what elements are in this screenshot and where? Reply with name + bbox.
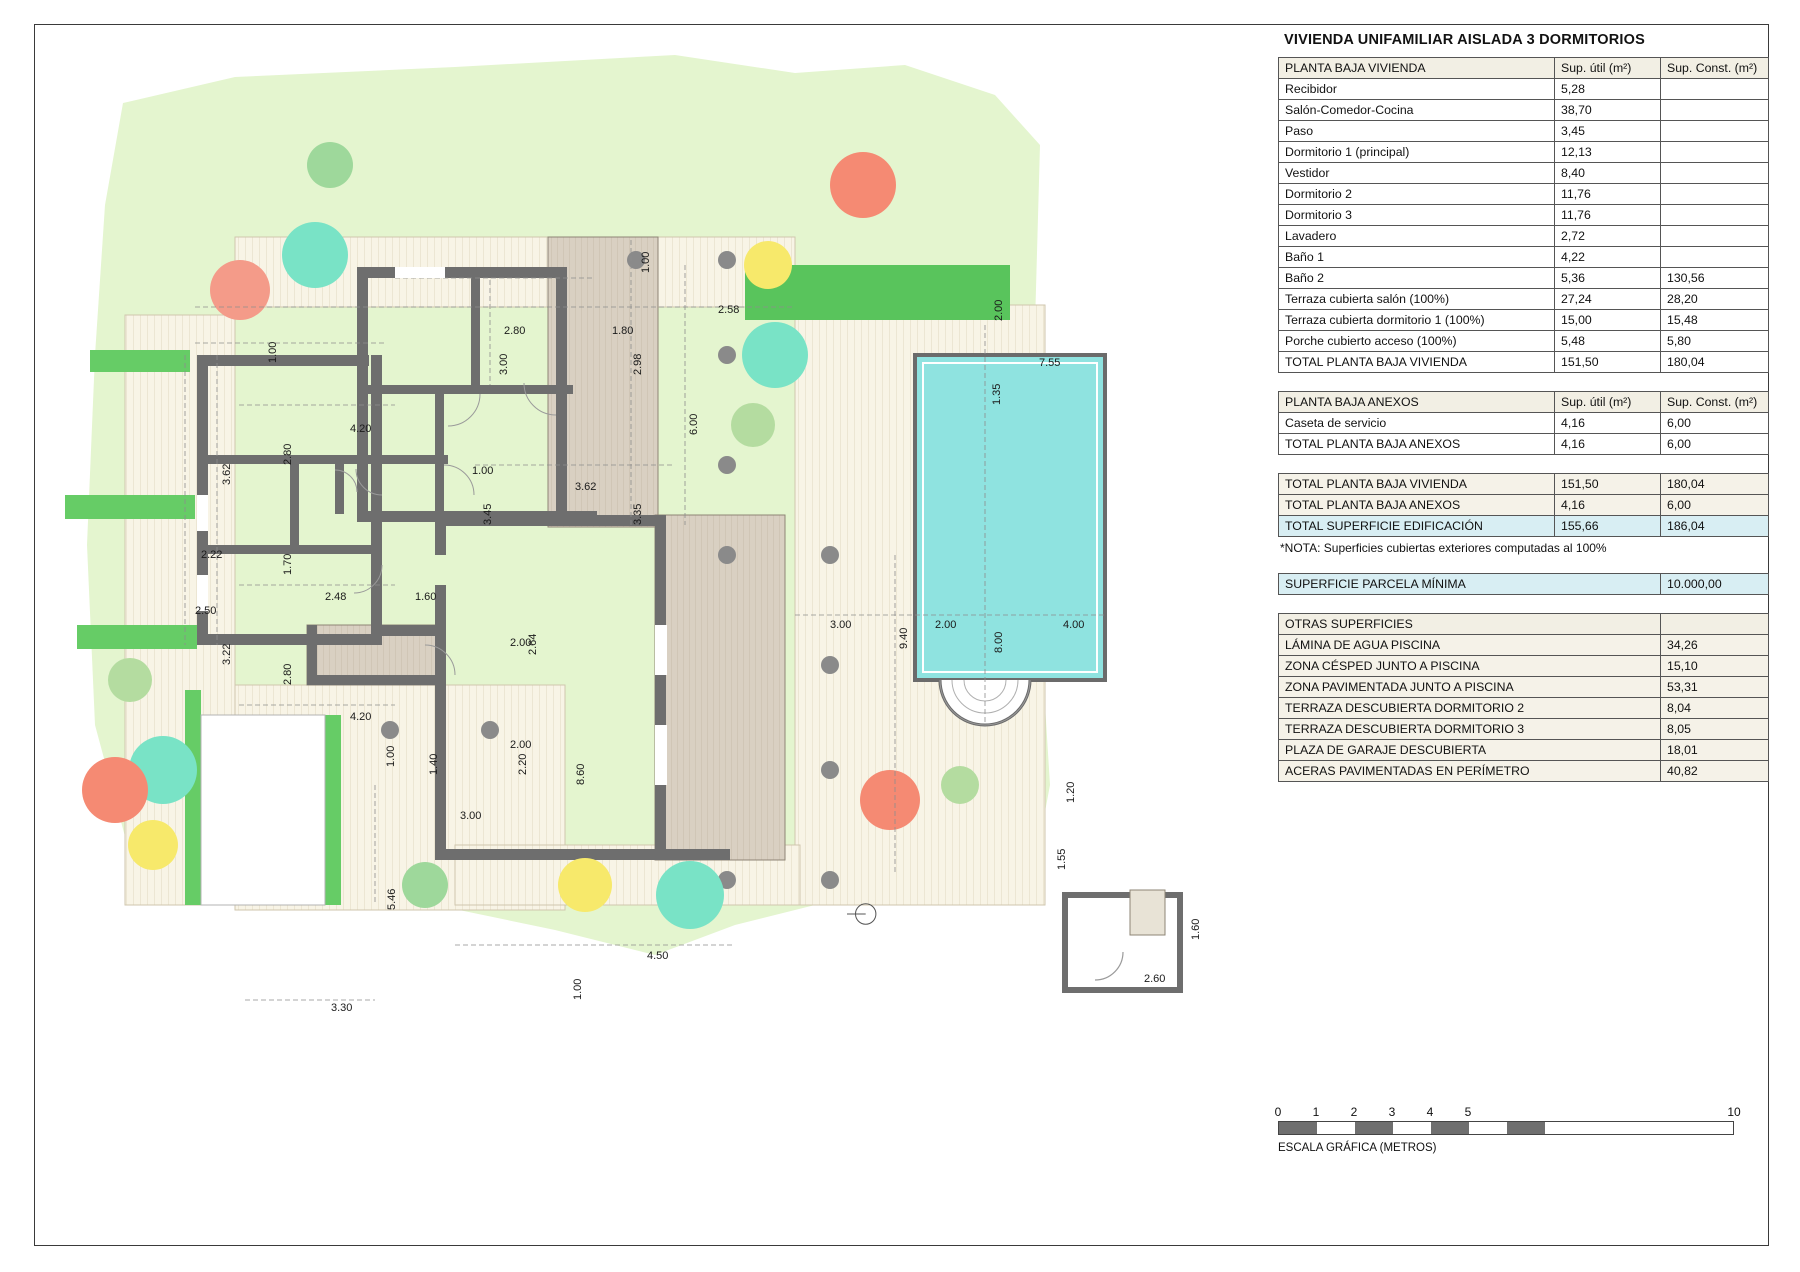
row-label: Salón-Comedor-Cocina [1279,100,1555,121]
table-row [1279,205,1769,226]
dimension-label: 9.40 [898,627,910,649]
row-util: 11,76 [1555,184,1661,205]
dimension-label: 1.00 [572,978,584,1000]
row-label: Caseta de servicio [1279,413,1555,434]
grass-strip-garage-right [325,715,341,905]
row-util: 4,22 [1555,247,1661,268]
dimension-label: 7.55 [1039,357,1061,369]
dimension-label: 3.30 [331,1002,353,1014]
scale-bar [1278,1121,1734,1135]
scale-tick: 10 [1727,1105,1741,1119]
row-const: 28,20 [1661,289,1769,310]
scale-tick-labels [1274,1105,1741,1121]
row-label: TOTAL PLANTA BAJA ANEXOS [1279,495,1555,516]
row-const: 5,80 [1661,331,1769,352]
swimming-pool [915,355,1105,725]
table-superficie-parcela [1278,573,1769,595]
row-label: ZONA CÉSPED JUNTO A PISCINA [1279,656,1661,677]
table-row [1279,635,1769,656]
table-total-row [1279,434,1769,455]
garage-slab [201,715,325,905]
table-row [1279,719,1769,740]
dimension-label: 4.50 [647,950,669,962]
row-util: 3,45 [1555,121,1661,142]
col-header-const: Sup. Const. (m²) [1661,58,1769,79]
row-const [1661,184,1769,205]
row-const [1661,247,1769,268]
row-const: 6,00 [1661,413,1769,434]
dimension-label: 3.00 [460,810,482,822]
table-row [1279,142,1769,163]
covered-terrace-living [655,515,785,860]
row-label: Dormitorio 3 [1279,205,1555,226]
dimension-label: 2.80 [504,325,526,337]
row-util: 4,16 [1555,413,1661,434]
dimension-label: 1.00 [385,745,397,767]
dimension-label: 2.48 [325,591,347,603]
row-label: TOTAL PLANTA BAJA VIVIENDA [1279,474,1555,495]
table-row [1279,740,1769,761]
row-label: Dormitorio 2 [1279,184,1555,205]
dimension-label: 3.35 [632,503,644,525]
row-label: Recibidor [1279,79,1555,100]
dimension-label: 8.60 [575,763,587,785]
table-row [1279,226,1769,247]
dimension-label: 2.50 [195,605,217,617]
row-const [1661,121,1769,142]
table-row [1279,100,1769,121]
dimension-label: 2.00 [935,619,957,631]
scale-tick: 2 [1350,1105,1358,1119]
table-row [1279,289,1769,310]
dimension-label: 1.00 [472,465,494,477]
row-value: 34,26 [1661,635,1769,656]
col-header-name: PLANTA BAJA ANEXOS [1279,392,1555,413]
col-header-value [1661,614,1769,635]
table-row [1279,413,1769,434]
total-util: 4,16 [1555,434,1661,455]
row-label: ACERAS PAVIMENTADAS EN PERÍMETRO [1279,761,1661,782]
grass-strip-2 [65,495,195,519]
scale-caption: ESCALA GRÁFICA (METROS) [1278,1142,1437,1154]
row-const [1661,205,1769,226]
dimension-label: 2.58 [718,304,740,316]
table-row [1279,163,1769,184]
row-label: Paso [1279,121,1555,142]
table-resumen-totales [1278,473,1769,537]
dimension-label: 2.64 [527,633,539,655]
row-util: 11,76 [1555,205,1661,226]
plan-svg [35,25,1275,1243]
table-row [1279,268,1769,289]
total-label: TOTAL PLANTA BAJA VIVIENDA [1279,352,1555,373]
area-schedule-panel [1278,26,1770,782]
dimension-label: 1.60 [415,591,437,603]
row-label: Baño 2 [1279,268,1555,289]
dimension-label: 2.80 [282,443,294,465]
table-gap [1278,555,1770,573]
row-util: 151,50 [1555,474,1661,495]
dimension-label: 3.22 [221,643,233,665]
total-label: TOTAL PLANTA BAJA ANEXOS [1279,434,1555,455]
row-util: 5,36 [1555,268,1661,289]
row-const: 180,04 [1661,474,1769,495]
scale-tick: 5 [1464,1105,1472,1119]
dimension-label: 2.98 [632,353,644,375]
site-plan [35,25,1275,1243]
dimension-label: 3.62 [221,463,233,485]
row-util: 8,40 [1555,163,1661,184]
row-util: 4,16 [1555,495,1661,516]
table-row [1279,474,1769,495]
page-title: VIVIENDA UNIFAMILIAR AISLADA 3 DORMITORIOS [1284,32,1645,48]
row-value: 8,05 [1661,719,1769,740]
col-header-util: Sup. útil (m²) [1555,392,1661,413]
row-const [1661,163,1769,184]
row-label: Dormitorio 1 (principal) [1279,142,1555,163]
row-value: 10.000,00 [1661,574,1769,595]
row-const [1661,226,1769,247]
table-row [1279,495,1769,516]
caseta-roof-extension [1130,890,1165,935]
scale-tick: 1 [1312,1105,1320,1119]
dimension-label: 1.40 [428,753,440,775]
row-const: 186,04 [1661,516,1769,537]
row-util: 15,00 [1555,310,1661,331]
table-planta-baja-anexos [1278,391,1769,455]
col-header-util: Sup. útil (m²) [1555,58,1661,79]
table-row-total-edificacion [1279,516,1769,537]
row-const: 15,48 [1661,310,1769,331]
dimension-label: 2.20 [517,753,529,775]
row-label: LÁMINA DE AGUA PISCINA [1279,635,1661,656]
table-row [1279,247,1769,268]
row-value: 8,04 [1661,698,1769,719]
table-gap [1278,595,1770,613]
dimension-label: 2.00 [510,637,532,649]
dimension-label: 3.00 [830,619,852,631]
col-header-name: PLANTA BAJA VIVIENDA [1279,58,1555,79]
total-const: 6,00 [1661,434,1769,455]
table-row [1279,121,1769,142]
table-planta-baja-vivienda [1278,57,1769,373]
dimension-label: 2.22 [201,549,223,561]
total-util: 151,50 [1555,352,1661,373]
dimension-label: 1.60 [1190,918,1202,940]
row-const: 6,00 [1661,495,1769,516]
table-row [1279,761,1769,782]
row-label: Vestidor [1279,163,1555,184]
grass-strip-3 [77,625,197,649]
row-label: TERRAZA DESCUBIERTA DORMITORIO 2 [1279,698,1661,719]
dimension-label: 3.45 [482,503,494,525]
table-row [1279,656,1769,677]
dimension-label: 3.62 [575,481,597,493]
dimension-label: 5.46 [386,888,398,910]
dimension-label: 1.35 [991,383,1003,405]
row-util: 38,70 [1555,100,1661,121]
row-label: ZONA PAVIMENTADA JUNTO A PISCINA [1279,677,1661,698]
row-const [1661,142,1769,163]
table-header-row [1279,614,1769,635]
table-row [1279,310,1769,331]
table-row [1279,698,1769,719]
total-const: 180,04 [1661,352,1769,373]
dimension-label: 1.00 [267,341,279,363]
surface-note: *NOTA: Superficies cubiertas exteriores computadas al 100% [1280,541,1607,556]
table-row [1279,677,1769,698]
row-label: Porche cubierto acceso (100%) [1279,331,1555,352]
dimension-label: 6.00 [688,413,700,435]
row-util: 5,28 [1555,79,1661,100]
table-row [1279,184,1769,205]
row-value: 40,82 [1661,761,1769,782]
table-total-row [1279,352,1769,373]
dimension-label: 1.20 [1065,781,1077,803]
north-mark-icon [847,897,881,931]
row-label: Terraza cubierta dormitorio 1 (100%) [1279,310,1555,331]
table-row [1279,574,1769,595]
row-label: TERRAZA DESCUBIERTA DORMITORIO 3 [1279,719,1661,740]
dimension-label: 4.00 [1063,619,1085,631]
dimension-label: 1.70 [282,553,294,575]
scale-tick: 3 [1388,1105,1396,1119]
row-value: 53,31 [1661,677,1769,698]
row-value: 18,01 [1661,740,1769,761]
table-otras-superficies [1278,613,1769,782]
dimension-label: 1.80 [612,325,634,337]
grass-strip-1 [90,350,190,372]
col-header-name: OTRAS SUPERFICIES [1279,614,1661,635]
col-header-const: Sup. Const. (m²) [1661,392,1769,413]
dimension-label: 2.00 [510,739,532,751]
row-label: SUPERFICIE PARCELA MÍNIMA [1279,574,1661,595]
table-gap [1278,373,1770,391]
graphic-scale [1274,1105,1748,1154]
row-util: 2,72 [1555,226,1661,247]
dimension-label: 4.20 [350,423,372,435]
row-label: Baño 1 [1279,247,1555,268]
row-label: Terraza cubierta salón (100%) [1279,289,1555,310]
dimension-label: 2.80 [282,663,294,685]
row-value: 15,10 [1661,656,1769,677]
table-header-row [1279,58,1769,79]
row-const [1661,79,1769,100]
row-label: TOTAL SUPERFICIE EDIFICACIÓN [1279,516,1555,537]
row-util: 5,48 [1555,331,1661,352]
dimension-label: 2.00 [993,299,1005,321]
scale-tick: 0 [1274,1105,1282,1119]
row-util: 27,24 [1555,289,1661,310]
row-const: 130,56 [1661,268,1769,289]
table-gap [1278,455,1770,473]
table-header-row [1279,392,1769,413]
row-util: 155,66 [1555,516,1661,537]
dimension-label: 3.00 [498,353,510,375]
row-util: 12,13 [1555,142,1661,163]
dimension-label: 2.60 [1144,973,1166,985]
row-label: PLAZA DE GARAJE DESCUBIERTA [1279,740,1661,761]
table-row [1279,331,1769,352]
row-const [1661,100,1769,121]
dimension-label: 1.00 [640,251,652,273]
dimension-label: 8.00 [993,631,1005,653]
row-label: Lavadero [1279,226,1555,247]
grass-strip-garage-left [185,690,201,905]
dimension-label: 4.20 [350,711,372,723]
table-row [1279,79,1769,100]
dimension-label: 1.55 [1056,848,1068,870]
scale-tick: 4 [1426,1105,1434,1119]
